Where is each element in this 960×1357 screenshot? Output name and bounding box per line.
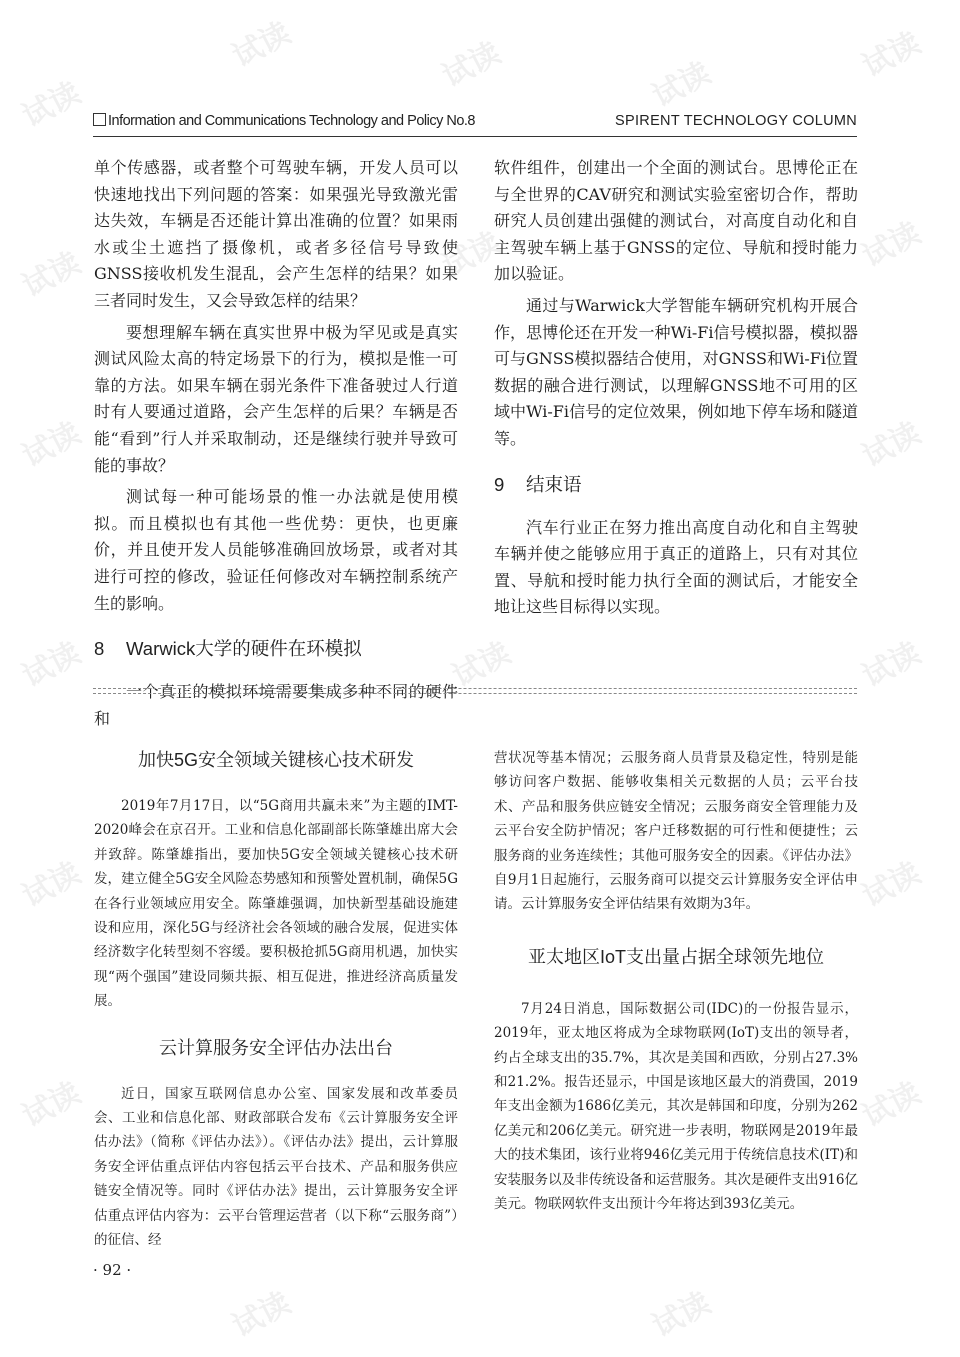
watermark-text: 试读 <box>436 35 507 95</box>
watermark-text: 试读 <box>856 635 927 695</box>
section-title: 结束语 <box>526 473 582 495</box>
watermark-text: 试读 <box>646 55 717 115</box>
watermark-text: 试读 <box>856 25 927 85</box>
watermark-text: 试读 <box>16 75 87 135</box>
section-number: 9 <box>494 473 505 495</box>
paragraph: 测试每一种可能场景的惟一办法就是使用模拟。而且模拟也有其他一些优势：更快，也更廉价，并且使开发人员能够准确回放场景，或者对其进行可控的修改，验证任何修改对车辆控制系统产生的影响。 <box>94 487 458 613</box>
paragraph: 单个传感器，或者整个可驾驶车辆，开发人员可以快速地找出下列问题的答案：如果强光导致激光雷达失效，车辆是否还能计算出准确的位置？如果雨水或尘土遮挡了摄像机，或者多径信号导致使GNSS接收机发生混乱，会产生怎样的结果？如果三者同时发生，又会导致怎样的结果？ <box>94 158 458 310</box>
paragraph: 营状况等基本情况；云服务商人员背景及稳定性，特别是能够访问客户数据、能够收集相关元数据的人员；云平台技术、产品和服务供应链安全情况；云服务商安全管理能力及云平台安全防护情况；客户迁移数据的可行性和便捷性；云服务商的业务连续性；其他可服务安全的因素。《评估办法》自9月1日起施行，云服务商可以提交云计算服务安全评估申请。云计算服务安全评估结果有效期为3年。 <box>494 750 858 913</box>
watermark-text: 试读 <box>16 635 87 695</box>
watermark-text: 试读 <box>446 635 517 695</box>
section-title: Warwick大学的硬件在环模拟 <box>126 638 362 660</box>
column-name: SPIRENT TECHNOLOGY COLUMN <box>615 113 857 129</box>
watermark-text: 试读 <box>856 855 927 915</box>
news-title: 加快5G安全领域关键核心技术研发 <box>137 750 414 770</box>
article-left-column <box>94 155 458 732</box>
news-left-column <box>94 742 458 1253</box>
section-number: 8 <box>94 638 105 660</box>
paragraph: 通过与Warwick大学智能车辆研究机构开展合作，思博伦还在开发一种Wi-Fi信号模拟器，模拟器可与GNSS模拟器结合使用，对GNSS和Wi-Fi位置数据的融合进行测试，以理解GNSS地不可用的区域中Wi-Fi信号的定位效果，例如地下停车场和隧道等。 <box>494 295 858 448</box>
square-icon <box>93 113 106 126</box>
watermark-text: 试读 <box>16 415 87 475</box>
watermark-text: 试读 <box>436 225 507 285</box>
article-right-column <box>494 155 858 621</box>
watermark-text: 试读 <box>16 245 87 305</box>
journal-title-text: Information and Communications Technology and Policy No.8 <box>108 113 475 129</box>
watermark-text: 试读 <box>856 215 927 275</box>
paragraph: 软件组件，创建出一个全面的测试台。思博伦正在与全世界的CAV研究和测试实验室密切合作，帮助研究人员创建出强健的测试台，对高度自动化和自主驾驶车辆上基于GNSS的定位、导航和授时能力加以验证。 <box>494 158 858 284</box>
paragraph: 汽车行业正在努力推出高度自动化和自主驾驶车辆并使之能够应用于真正的道路上，只有对其位置、导航和授时能力执行全面的测试后，才能安全地让这些目标得以实现。 <box>494 517 858 617</box>
watermark-text: 试读 <box>646 1285 717 1345</box>
watermark-text: 试读 <box>226 1285 297 1345</box>
page-number: · 92 · <box>93 1261 132 1279</box>
watermark-text: 试读 <box>226 15 297 75</box>
news-title: 云计算服务安全评估办法出台 <box>159 1037 393 1058</box>
paragraph: 一个真正的模拟环境需要集成多种不同的硬件和 <box>94 682 458 728</box>
watermark-text: 试读 <box>856 415 927 475</box>
paragraph: 2019年7月17日，以“5G商用共赢未来”为主题的IMT-2020峰会在京召开。工业和信息化部副部长陈肇雄出席大会并致辞。陈肇雄指出，要加快5G安全领域关键核心技术研发，建立健全5G安全风险态势感知和预警处置机制，确保5G在各行业领域应用安全。陈肇雄强调，加快新型基础设施建设和应用，深化5G与经济社会各领域的融合发展，促进实体经济数字化转型刻不容缓。要积极抢抓5G商用机遇，加快实现“两个强国”建设同频共振、相互促进，推进经济高质量发展。 <box>94 798 458 1010</box>
section-heading <box>94 627 458 671</box>
watermark-text: 试读 <box>16 1075 87 1135</box>
watermark-text: 试读 <box>856 1075 927 1135</box>
paragraph: 7月24日消息，国际数据公司(IDC)的一份报告显示，2019年，亚太地区将成为全球物联网(IoT)支出的领导者，约占全球支出的35.7%，其次是美国和西欧，分别占27.3%和21.2%。报告还显示，中国是该地区最大的消费国，2019年支出金额为1686亿美元，其次是韩国和印度，分别为262亿美元和206亿美元。研究进一步表明，物联网是2019年最大的技术集团，该行业将946亿美元用于传统信息技术(IT)和安装服务以及非传统设备和运营服务。其次是硬件支出916亿美元。物联网软件支出预计今年将达到393亿美元。 <box>494 1000 858 1213</box>
header-rule <box>93 136 857 137</box>
section-heading <box>494 463 858 507</box>
watermark-text: 试读 <box>16 855 87 915</box>
running-header <box>93 113 857 135</box>
paragraph: 要想理解车辆在真实世界中极为罕见或是真实测试风险太高的特定场景下的行为，模拟是惟一可靠的方法。如果车辆在弱光条件下准备驶过人行道时有人要通过道路，会产生怎样的后果？车辆是否能“看到”行人并采取制动，还是继续行驶并导致可能的事故？ <box>94 322 458 475</box>
paragraph: 近日，国家互联网信息办公室、国家发展和改革委员会、工业和信息化部、财政部联合发布《云计算服务安全评估办法》（简称《评估办法》）。《评估办法》提出，云计算服务安全评估重点评估内容包括云平台技术、产品和服务供应链安全情况等。同时《评估办法》提出，云计算服务安全评估重点评估内容为：云平台管理运营者（以下称“云服务商”）的征信、经 <box>94 1085 458 1249</box>
news-right-column <box>494 746 858 1217</box>
section-divider <box>93 688 857 694</box>
news-title: 亚太地区IoT支出量占据全球领先地位 <box>527 946 824 967</box>
journal-title <box>93 113 475 129</box>
